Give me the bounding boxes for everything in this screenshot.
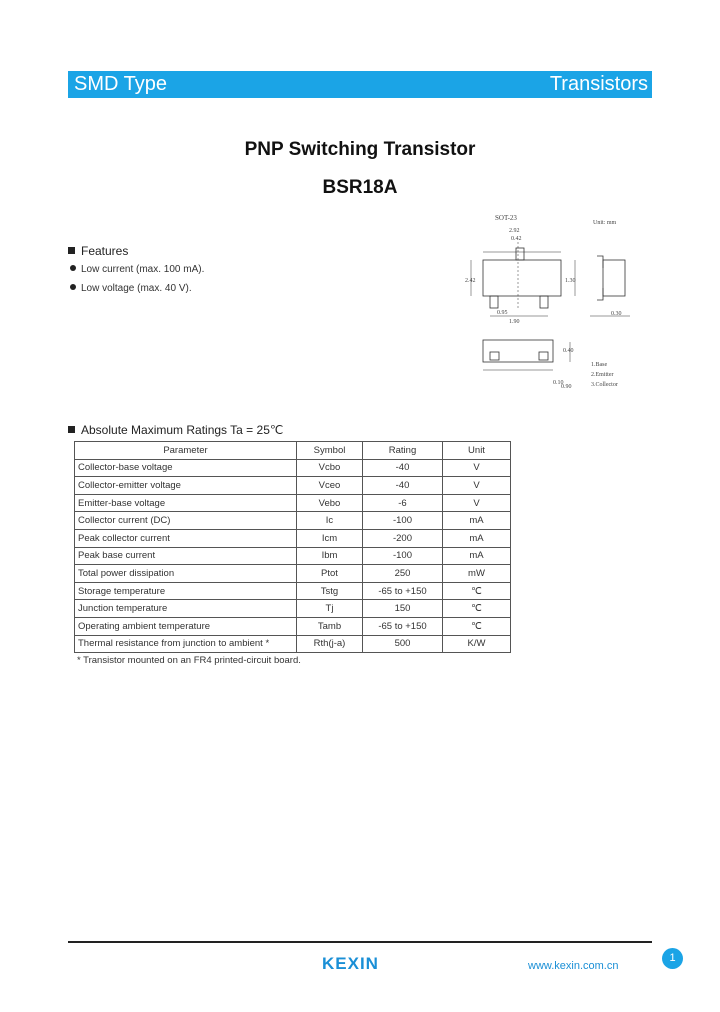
column-header: Symbol bbox=[297, 442, 363, 460]
header-banner bbox=[68, 71, 652, 98]
dimension-label: 1.90 bbox=[509, 319, 520, 325]
table-row: Junction temperature Tj 150 ℃ bbox=[75, 600, 511, 618]
table-row: Operating ambient temperature Tamb -65 to +150 ℃ bbox=[75, 617, 511, 635]
square-bullet-icon bbox=[68, 247, 75, 254]
dimension-label: 0.30 bbox=[611, 311, 622, 317]
lead-3 bbox=[516, 248, 524, 260]
dimension-label: 0.10 bbox=[553, 380, 564, 386]
package-outline-drawing bbox=[465, 212, 650, 397]
table-footnote: * Transistor mounted on an FR4 printed-circuit board. bbox=[77, 655, 301, 666]
pin-label: 3.Collector bbox=[591, 382, 618, 388]
svg-text:KEXIN: KEXIN bbox=[322, 954, 379, 973]
ratings-table bbox=[74, 441, 511, 653]
dimension-label: 0.90 bbox=[561, 384, 572, 390]
column-header: Rating bbox=[363, 442, 443, 460]
table-row: Thermal resistance from junction to ambient * Rth(j-a) 500 K/W bbox=[75, 635, 511, 653]
table-row: Collector current (DC) Ic -100 mA bbox=[75, 512, 511, 530]
features-heading: Features bbox=[68, 244, 128, 258]
kexin-logo bbox=[322, 953, 402, 973]
website-link[interactable]: www.kexin.com.cn bbox=[528, 960, 619, 972]
table-row: Peak base current Ibm -100 mA bbox=[75, 547, 511, 565]
footer-divider bbox=[68, 941, 652, 943]
package-body-side-view bbox=[603, 260, 625, 296]
dimension-label: 1.30 bbox=[565, 278, 576, 284]
dimension-label: 2.42 bbox=[465, 278, 476, 284]
table-row: Collector-base voltage Vcbo -40 V bbox=[75, 459, 511, 477]
dimension-label: 2.92 bbox=[509, 228, 520, 234]
header-category: SMD Type bbox=[74, 73, 167, 95]
column-header: Unit bbox=[443, 442, 511, 460]
table-row: Emitter-base voltage Vebo -6 V bbox=[75, 494, 511, 512]
list-item: Low current (max. 100 mA). bbox=[70, 264, 204, 283]
list-item: Low voltage (max. 40 V). bbox=[70, 283, 204, 302]
page-number-badge: 1 bbox=[662, 948, 683, 969]
table-row: Collector-emitter voltage Vceo -40 V bbox=[75, 477, 511, 495]
part-number: BSR18A bbox=[322, 177, 398, 198]
package-name: SOT-23 bbox=[495, 214, 517, 222]
table-row: Storage temperature Tstg -65 to +150 ℃ bbox=[75, 582, 511, 600]
lead-1 bbox=[490, 296, 498, 308]
lead-2 bbox=[540, 296, 548, 308]
package-body-top-view bbox=[483, 260, 561, 296]
dimension-label: 0.42 bbox=[511, 236, 522, 242]
column-header: Parameter bbox=[75, 442, 297, 460]
document-title: PNP Switching Transistor bbox=[244, 139, 476, 160]
ratings-heading: Absolute Maximum Ratings Ta = 25℃ bbox=[68, 423, 283, 437]
pin-label: 1.Base bbox=[591, 362, 608, 368]
table-row: Total power dissipation Ptot 250 mW bbox=[75, 565, 511, 583]
table-row: Peak collector current Icm -200 mA bbox=[75, 529, 511, 547]
bullet-icon bbox=[70, 284, 76, 290]
package-unit: Unit: mm bbox=[593, 220, 617, 226]
package-body-end-view bbox=[483, 340, 553, 362]
table-header-row bbox=[75, 442, 511, 460]
bullet-icon bbox=[70, 265, 76, 271]
dimension-label: 0.40 bbox=[563, 348, 574, 354]
dimension-label: 0.95 bbox=[497, 310, 508, 316]
pin-label: 2.Emitter bbox=[591, 372, 614, 378]
features-list bbox=[70, 264, 204, 302]
header-product-type: Transistors bbox=[549, 73, 648, 95]
square-bullet-icon bbox=[68, 426, 75, 433]
